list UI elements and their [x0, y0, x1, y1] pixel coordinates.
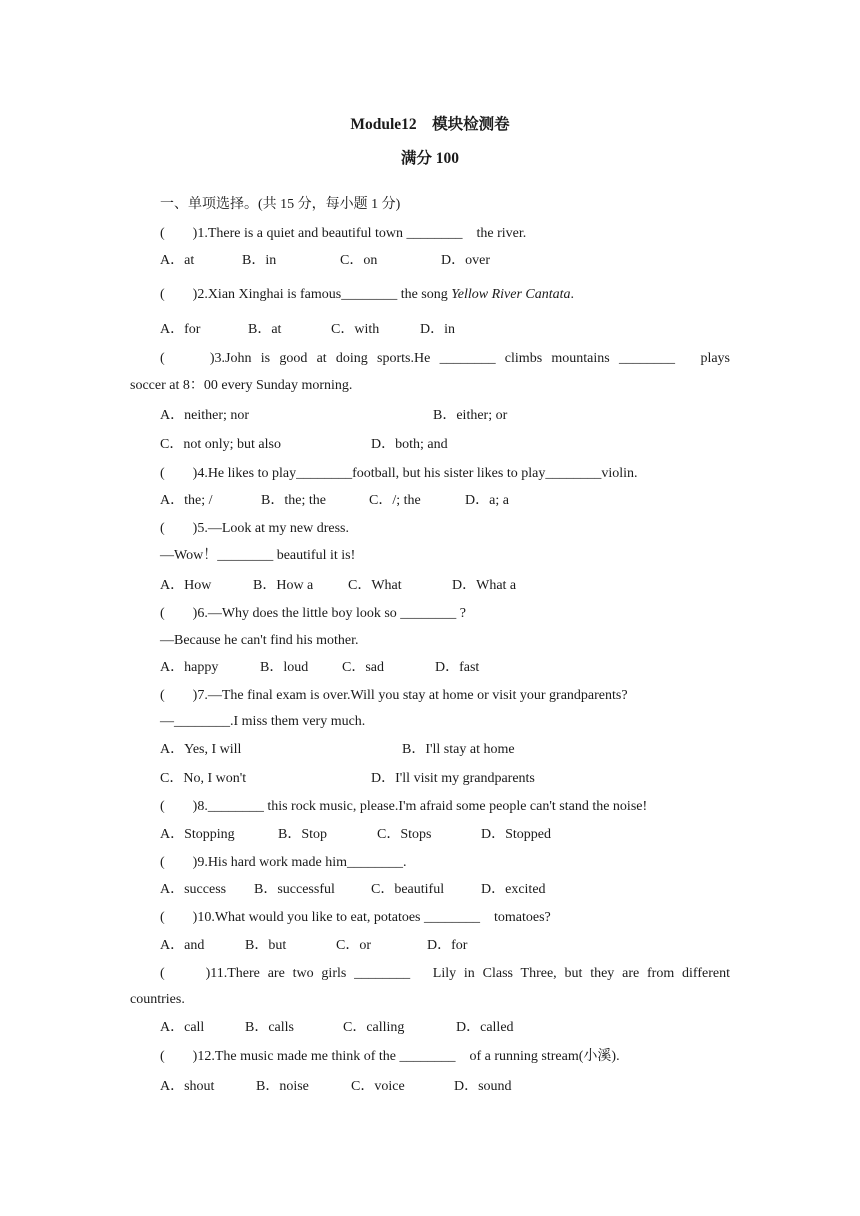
q7-option-a: A．Yes, I will [160, 742, 242, 757]
q10-option-d: D．for [427, 938, 468, 953]
q11-option-a: A．call [160, 1020, 205, 1035]
q3-option-c: C．not only; but also [160, 437, 281, 452]
q7-option-d: D．I'll visit my grandparents [371, 771, 535, 786]
q8-option-d: D．Stopped [481, 827, 551, 842]
q12-option-c: C．voice [351, 1079, 405, 1094]
question-1-stem: ( )1.There is a quiet and beautiful town ________ the river. [160, 226, 527, 241]
q10-option-a: A．and [160, 938, 205, 953]
q8-option-b: B．Stop [278, 827, 328, 842]
question-7-reply: —________.I miss them very much. [160, 714, 366, 729]
question-5-reply: —Wow！________ beautiful it is! [160, 548, 356, 563]
q4-option-c: C．/; the [369, 493, 421, 508]
q1-option-d: D．over [441, 253, 490, 268]
q9-option-b: B．successful [254, 882, 335, 897]
question-11-stem-line2: countries. [130, 992, 185, 1007]
q6-option-c: C．sad [342, 660, 384, 675]
q1-option-a: A．at [160, 253, 195, 268]
q2-song-title: Yellow River Cantata [451, 287, 571, 302]
q6-option-d: D．fast [435, 660, 480, 675]
question-10-stem: ( )10.What would you like to eat, potatoes ________ tomatoes? [160, 910, 551, 925]
q3-option-d: D．both; and [371, 437, 448, 452]
q12-option-d: D．sound [454, 1079, 512, 1094]
q4-option-b: B．the; the [261, 493, 326, 508]
q11-option-b: B．calls [245, 1020, 294, 1035]
q9-option-a: A．success [160, 882, 227, 897]
question-3-stem-line2: soccer at 8：00 every Sunday morning. [130, 378, 353, 393]
q4-option-d: D．a; a [465, 493, 509, 508]
question-3-stem-line1: ( )3.John is good at doing sports.He ________ climbs mountains ________ plays [160, 351, 730, 366]
question-6-reply: —Because he can't find his mother. [160, 633, 359, 648]
q6-option-b: B．loud [260, 660, 309, 675]
q1-option-c: C．on [340, 253, 378, 268]
question-2-stem [160, 286, 574, 304]
q4-option-a: A．the; / [160, 493, 213, 508]
q12-option-b: B．noise [256, 1079, 309, 1094]
q3-option-b: B．either; or [433, 408, 508, 423]
q1-option-b: B．in [242, 253, 277, 268]
question-4-stem: ( )4.He likes to play________football, but his sister likes to play________violin. [160, 466, 638, 481]
q2-option-d: D．in [420, 322, 455, 337]
question-9-stem: ( )9.His hard work made him________. [160, 855, 407, 870]
q2-stem-after: . [570, 287, 575, 302]
question-7-stem: ( )7.—The final exam is over.Will you stay at home or visit your grandparents? [160, 688, 628, 703]
q5-option-a: A．How [160, 578, 212, 593]
q2-option-b: B．at [248, 322, 282, 337]
q7-option-b: B．I'll stay at home [402, 742, 515, 757]
q9-option-d: D．excited [481, 882, 546, 897]
q8-option-c: C．Stops [377, 827, 432, 842]
q2-option-a: A．for [160, 322, 201, 337]
question-12-stem: ( )12.The music made me think of the ________ of a running stream(小溪). [160, 1049, 620, 1064]
q5-option-d: D．What a [452, 578, 517, 593]
q8-option-a: A．Stopping [160, 827, 235, 842]
question-6-stem: ( )6.—Why does the little boy look so ________ ? [160, 606, 467, 621]
full-score: 满分 100 [400, 150, 460, 167]
question-11-stem-line1: ( )11.There are two girls ________ Lily in Class Three, but they are from different [160, 966, 730, 981]
q7-option-c: C．No, I won't [160, 771, 247, 786]
section-heading: 一、单项选择。(共 15 分，每小题 1 分) [160, 197, 401, 212]
page-title: Module12 模块检测卷 [350, 116, 510, 133]
q5-option-b: B．How a [253, 578, 314, 593]
q12-option-a: A．shout [160, 1079, 215, 1094]
q11-option-d: D．called [456, 1020, 514, 1035]
q2-option-c: C．with [331, 322, 380, 337]
question-5-stem: ( )5.—Look at my new dress. [160, 521, 349, 536]
q2-stem-before: ( )2.Xian Xinghai is famous________ the song [160, 287, 452, 302]
q5-option-c: C．What [348, 578, 402, 593]
question-8-stem: ( )8.________ this rock music, please.I'm afraid some people can't stand the noise! [160, 799, 648, 814]
q11-option-c: C．calling [343, 1020, 405, 1035]
q10-option-b: B．but [245, 938, 287, 953]
q10-option-c: C．or [336, 938, 371, 953]
q9-option-c: C．beautiful [371, 882, 445, 897]
q6-option-a: A．happy [160, 660, 219, 675]
q3-option-a: A．neither; nor [160, 408, 250, 423]
